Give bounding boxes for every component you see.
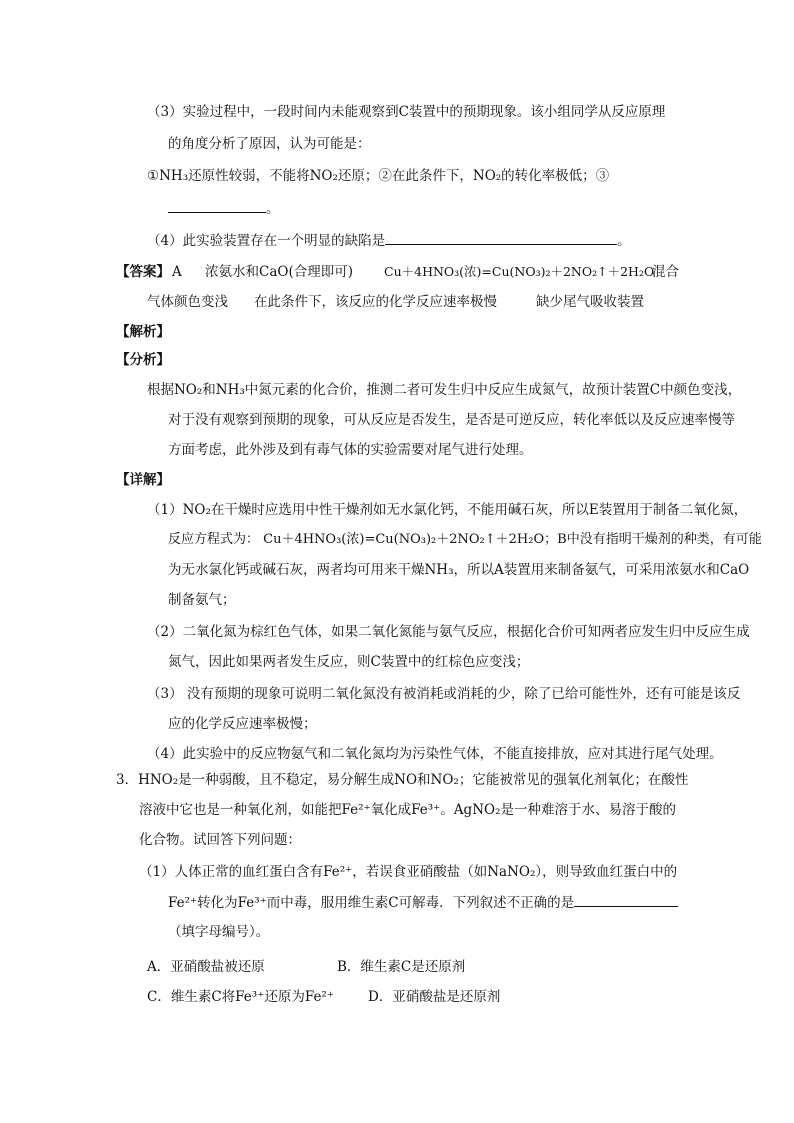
q-hno2-sub1-line-2	[168, 892, 678, 913]
q4-defect-suffix: 。	[617, 233, 631, 249]
detail-tag: 【详解】	[116, 472, 170, 488]
detail-p1-line-4: 制备氨气；	[168, 592, 236, 608]
fenxi-tag: 【分析】	[116, 352, 170, 368]
answer-part-2: 浓氨水和CaO(合理即可)	[205, 264, 353, 280]
detail-p3-line-2: 应的化学反应速率极慢；	[168, 716, 317, 732]
answer-tag: 【答案】	[116, 264, 170, 280]
q-hno2-line-2: 溶液中它也是一种氧化剂，如能把Fe²⁺氧化成Fe³⁺。AgNO₂是一种难溶于水、易溶于酸的	[139, 802, 676, 818]
q-hno2-line-3: 化合物。试回答下列问题：	[139, 832, 301, 848]
answer-blank	[385, 230, 617, 245]
answer-part-5: 气体颜色变浅	[147, 294, 228, 310]
answer-part-4: 混合	[652, 264, 679, 280]
q-hno2-sub1-line-3: （填字母编号）。	[168, 924, 270, 940]
answer-part-6: 在此条件下，该反应的化学反应速率极慢	[254, 294, 497, 310]
q3-line1: （3）实验过程中，一段时间内未能观察到C装置中的预期现象。该小组同学从反应原理	[147, 104, 666, 120]
q-hno2-line-1: 3．HNO₂是一种弱酸，且不稳定，易分解生成NO和NO₂；它能被常见的强氧化剂氧化；在酸性	[116, 772, 689, 788]
detail-p1-line-3: 为无水氯化钙或碱石灰，两者均可用来干燥NH₃，所以A装置用来制备氨气，可采用浓氨水和CaO	[168, 562, 750, 578]
answer-blank	[574, 892, 678, 907]
detail-p2-line-1: （2）二氧化氮为棕红色气体，如果二氧化氮能与氨气反应，根据化合价可知两者应发生归中反应生成	[147, 624, 750, 640]
answer-blank	[168, 198, 266, 213]
q-hno2-sub1-line-1: （1）人体正常的血红蛋白含有Fe²⁺，若误食亚硝酸盐（如NaNO₂），则导致血红蛋白中的	[139, 864, 678, 880]
detail-p3-line-1: （3） 没有预期的现象可说明二氧化氮没有被消耗或消耗的少，除了已给可能性外，还有可能是该反	[147, 686, 741, 702]
q-hno2-sub1-text: Fe²⁺转化为Fe³⁺而中毒，服用维生素C可解毒．下列叙述不正确的是	[168, 895, 575, 911]
option-b: B．维生素C是还原剂	[337, 959, 466, 975]
q4-defect-line	[147, 230, 631, 251]
q3-line4	[168, 198, 280, 219]
option-c: C．维生素C将Fe³⁺还原为Fe²⁺	[147, 989, 334, 1005]
analysis-line-3: 方面考虑，此外涉及到有毒气体的实验需要对尾气进行处理。	[168, 442, 533, 458]
detail-p1-line-2: 反应方程式为： Cu＋4HNO₃(浓)=Cu(NO₃)₂＋2NO₂↑＋2H₂O；B中没有指明干燥剂的种类，有可能	[168, 532, 762, 547]
jiexi-tag: 【解析】	[116, 324, 170, 340]
q3-line2: 的角度分析了原因，认为可能是：	[168, 136, 371, 152]
analysis-line-2: 对于没有观察到预期的现象，可从反应是否发生，是否是可逆反应，转化率低以及反应速率慢等	[168, 412, 735, 428]
analysis-line-1: 根据NO₂和NH₃中氮元素的化合价，推测二者可发生归中反应生成氮气，故预计装置C中颜色变浅，	[147, 382, 742, 398]
answer-part-7: 缺少尾气吸收装置	[536, 294, 644, 310]
detail-p4-line-1: （4）此实验中的反应物氨气和二氧化氮均为污染性气体，不能直接排放，应对其进行尾气处理。	[147, 746, 723, 762]
answer-part-3: Cu＋4HNO₃(浓)=Cu(NO₃)₂＋2NO₂↑＋2H₂O	[384, 264, 655, 279]
q3-line4-end: 。	[266, 201, 280, 217]
detail-p2-line-2: 氮气，因此如果两者发生反应，则C装置中的红棕色应变浅；	[168, 654, 530, 670]
detail-p1-line-1: （1）NO₂在干燥时应选用中性干燥剂如无水氯化钙，不能用碱石灰，所以E装置用于制备二氧化氮，	[147, 502, 748, 518]
answer-part-1: A	[172, 264, 182, 280]
q3-line3: ①NH₃还原性较弱，不能将NO₂还原；②在此条件下，NO₂的转化率极低；③	[147, 168, 610, 184]
q4-defect-prefix: （4）此实验装置存在一个明显的缺陷是	[147, 233, 386, 249]
option-d: D．亚硝酸盐是还原剂	[368, 989, 501, 1005]
option-a: A．亚硝酸盐被还原	[147, 959, 265, 975]
